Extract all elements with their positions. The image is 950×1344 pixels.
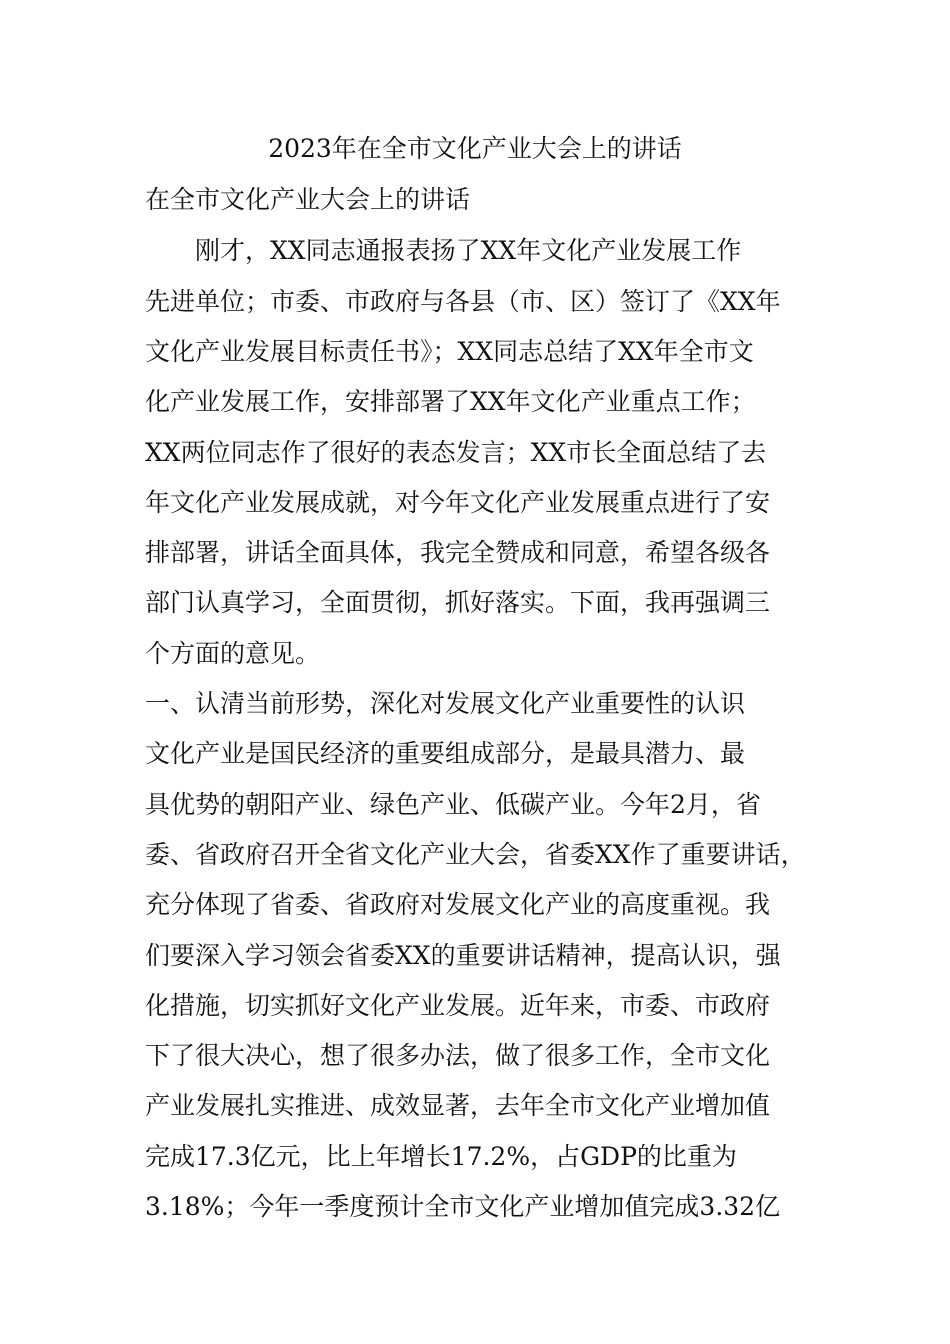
paragraph-line: 们要深入学习领会省委XX的重要讲话精神，提高认识，强 [145,941,781,970]
paragraph-line: 刚才，XX同志通报表扬了XX年文化产业发展工作 [145,236,742,265]
paragraph-line: 部门认真学习，全面贯彻，抓好落实。下面，我再强调三 [145,588,771,617]
paragraph-line: 完成17.3亿元，比上年增长17.2%，占GDP的比重为 [145,1142,737,1171]
paragraph-line: 化措施，切实抓好文化产业发展。近年来，市委、市政府 [145,991,771,1020]
paragraph-line: 先进单位；市委、市政府与各县（市、区）签订了《XX年 [145,287,781,316]
paragraph-line: 充分体现了省委、省政府对发展文化产业的高度重视。我 [145,890,771,919]
paragraph-line: 具优势的朝阳产业、绿色产业、低碳产业。今年2月，省 [145,790,761,819]
document-title: 2023年在全市文化产业大会上的讲话 [268,134,682,163]
paragraph-line: 3.18%；今年一季度预计全市文化产业增加值完成3.32亿 [145,1192,781,1221]
paragraph-line: 排部署，讲话全面具体，我完全赞成和同意，希望各级各 [145,538,771,567]
document-subtitle: 在全市文化产业大会上的讲话 [145,185,471,214]
paragraph-line: 产业发展扎实推进、成效显著，去年全市文化产业增加值 [145,1091,771,1120]
paragraph-line: 下了很大决心，想了很多办法，做了很多工作，全市文化 [145,1041,771,1070]
paragraph-line: 文化产业发展目标责任书》；XX同志总结了XX年全市文 [145,337,754,366]
section-heading: 一、认清当前形势，深化对发展文化产业重要性的认识 [145,689,746,718]
paragraph-line: 年文化产业发展成就，对今年文化产业发展重点进行了安 [145,488,771,517]
paragraph-line: 化产业发展工作，安排部署了XX年文化产业重点工作； [145,387,756,416]
paragraph-line: 委、省政府召开全省文化产业大会，省委XX作了重要讲话， [145,840,806,869]
paragraph-line: 文化产业是国民经济的重要组成部分，是最具潜力、最 [145,739,746,768]
paragraph-line: XX两位同志作了很好的表态发言；XX市长全面总结了去 [145,438,767,467]
paragraph-line: 个方面的意见。 [145,639,321,668]
